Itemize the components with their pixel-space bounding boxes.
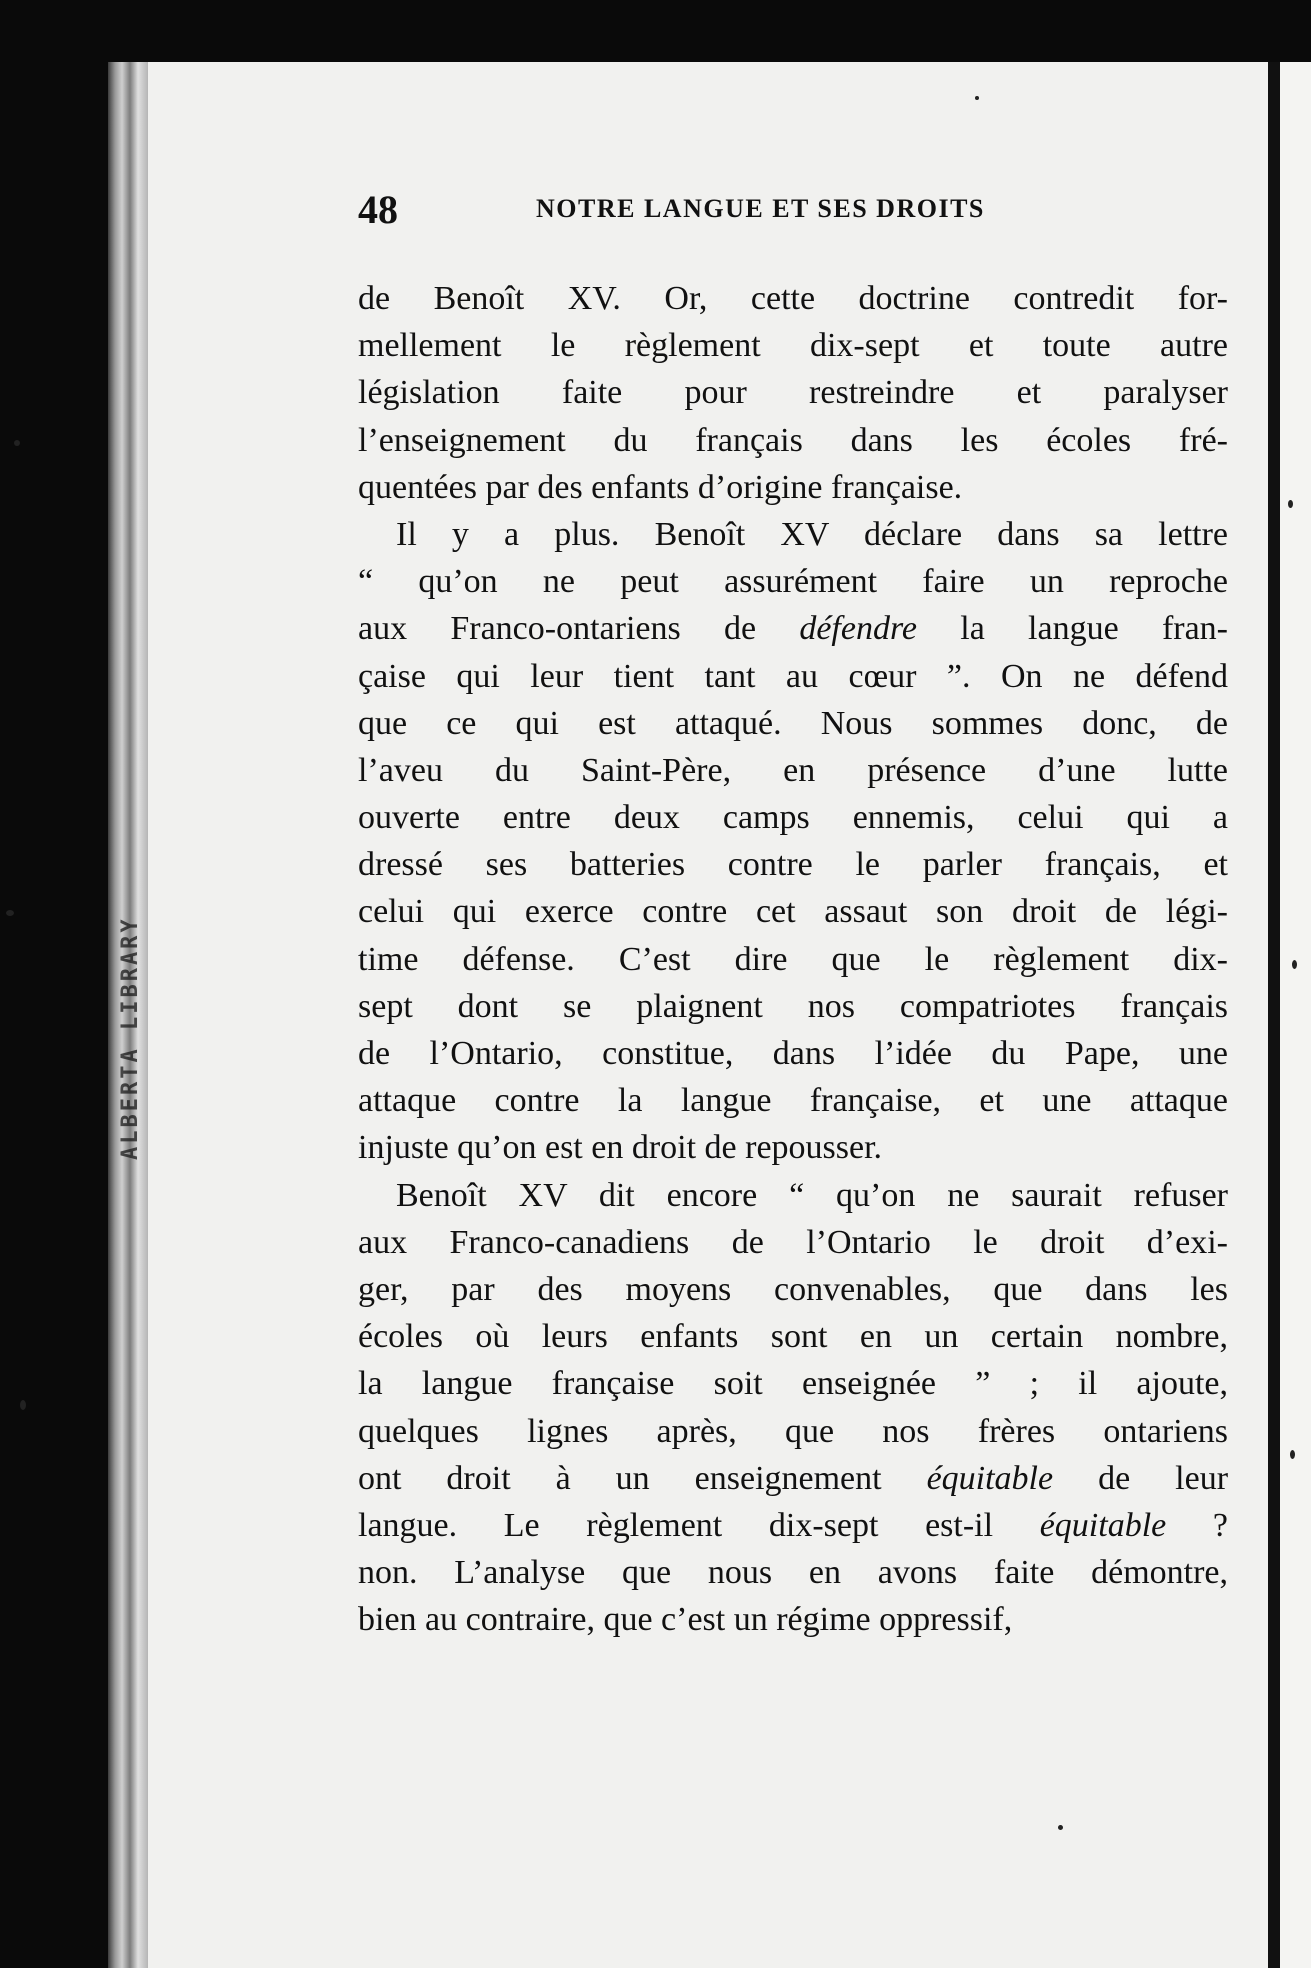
text-line: de l’Ontario, constitue, dans l’idée du Pape, une: [358, 1035, 1228, 1072]
text-line: injuste qu’on est en droit de repousser.: [358, 1129, 883, 1167]
text-line: de Benoît XV. Or, cette doctrine contredit for-: [358, 280, 1228, 317]
text-line: sept dont se plaignent nos compatriotes français: [358, 987, 1228, 1025]
dust-speck: [14, 440, 20, 446]
library-stamp: ALBERTA LIBRARY: [118, 916, 143, 1160]
paragraph-container: [358, 275, 1228, 1643]
text-line: Il y a plus. Benoît XV déclare dans sa lettre: [396, 515, 1228, 553]
dust-speck: [20, 1400, 26, 1410]
text-line: l’enseignement du français dans les écoles fré-: [358, 421, 1228, 459]
paragraph: [358, 275, 1228, 511]
text-line: Benoît XV dit encore “ qu’on ne saurait refuser: [396, 1176, 1228, 1214]
text-line: que ce qui est attaqué. Nous sommes donc, de: [358, 704, 1228, 742]
dust-speck: [1292, 960, 1297, 969]
dust-speck: [975, 96, 979, 100]
text-line: aux Franco-ontariens de défendre la langue fran-: [358, 610, 1228, 648]
text-line: çaise qui leur tient tant au cœur ”. On ne défend: [358, 657, 1228, 695]
running-title: NOTRE LANGUE ET SES DROITS: [536, 194, 985, 223]
text-line: “ qu’on ne peut assurément faire un reproche: [358, 563, 1228, 601]
text-line: attaque contre la langue française, et une attaque: [358, 1082, 1228, 1120]
dust-speck: [1058, 1825, 1063, 1830]
dust-speck: [1288, 500, 1293, 508]
dust-speck: [6, 910, 14, 916]
body-text: [358, 275, 1228, 1643]
text-line: ger, par des moyens convenables, que dans les: [358, 1270, 1228, 1308]
running-head: [358, 186, 1223, 236]
text-line: quentées par des enfants d’origine française.: [358, 468, 963, 506]
page-gutter: [1268, 62, 1280, 1968]
paragraph: [358, 511, 1228, 1172]
text-line: ouverte entre deux camps ennemis, celui qui a: [358, 799, 1228, 837]
text-line: quelques lignes après, que nos frères ontariens: [358, 1412, 1228, 1450]
text-line: celui qui exerce contre cet assaut son droit de légi-: [358, 893, 1228, 931]
text-line: ont droit à un enseignement équitable de leur: [358, 1459, 1229, 1497]
text-line: langue. Le règlement dix-sept est-il équitable ?: [358, 1506, 1228, 1544]
text-line: time défense. C’est dire que le règlement dix-: [358, 940, 1228, 978]
text-line: l’aveu du Saint-Père, en présence d’une lutte: [358, 751, 1228, 789]
text-line: bien au contraire, que c’est un régime oppressif,: [358, 1601, 1013, 1639]
text-line: mellement le règlement dix-sept et toute autre: [358, 327, 1228, 365]
text-line: écoles où leurs enfants sont en un certain nombre,: [358, 1318, 1228, 1356]
text-line: législation faite pour restreindre et paralyser: [358, 374, 1228, 412]
dust-speck: [1290, 1450, 1295, 1459]
paragraph: [358, 1172, 1228, 1644]
text-line: aux Franco-canadiens de l’Ontario le droit d’exi-: [358, 1223, 1228, 1261]
text-line: non. L’analyse que nous en avons faite démontre,: [358, 1554, 1228, 1592]
facing-page-edge: [1280, 62, 1311, 1968]
text-line: dressé ses batteries contre le parler français, et: [358, 846, 1228, 884]
text-line: la langue française soit enseignée ” ; il ajoute,: [358, 1365, 1228, 1403]
page-number: 48: [358, 187, 398, 232]
